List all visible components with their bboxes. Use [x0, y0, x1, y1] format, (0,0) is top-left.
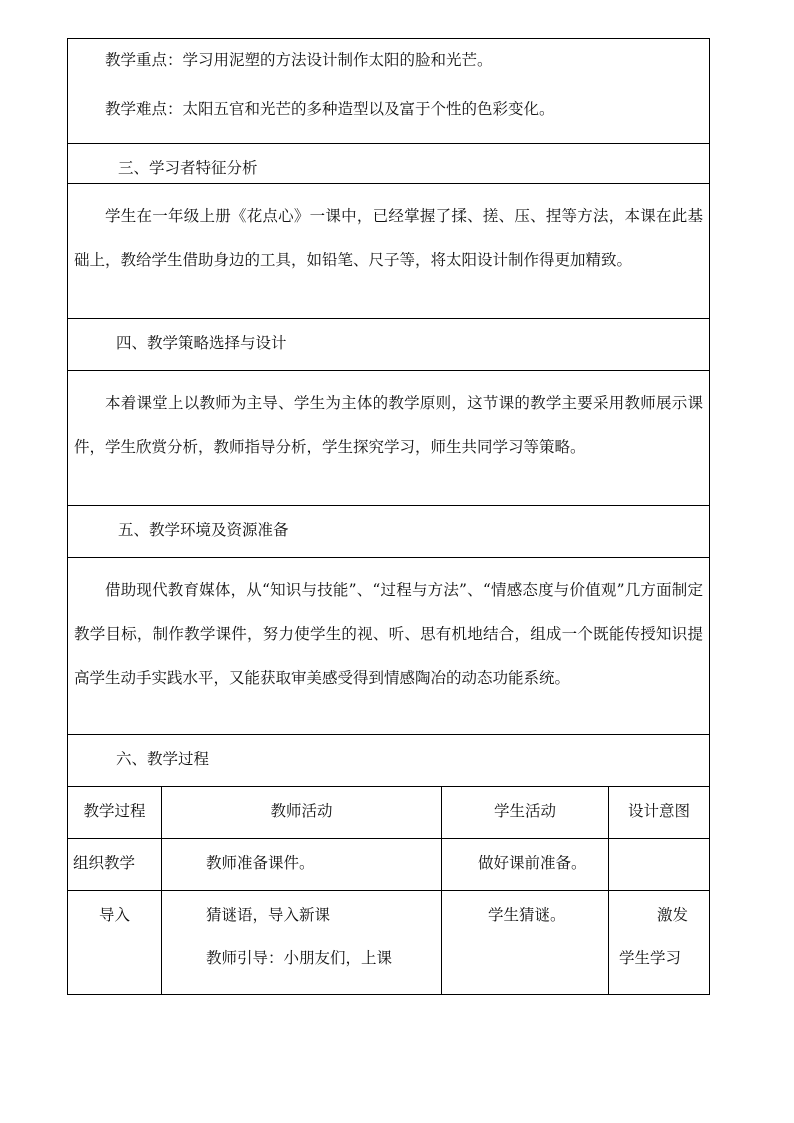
section-title-row [68, 319, 710, 371]
section-body-resources: 借助现代教育媒体，从“知识与技能”、“过程与方法”、“情感态度与价值观”几方面制定教学目标，制作教学课件，努力使学生的视、听、思有机地结合，组成一个既能传授知识提高学生动手实践水平，又能获取审美感受得到情感陶冶的动态功能系统。 [74, 581, 704, 687]
section-body-row [68, 371, 710, 506]
student-activity-cell: 做好课前准备。 [478, 854, 587, 872]
section-body-strategy: 本着课堂上以教师为主导、学生为主体的教学原则，这节课的教学主要采用教师展示课件，学生欣赏分析，教师指导分析，学生探究学习，师生共同学习等策略。 [74, 394, 704, 456]
lesson-plan-sheet [67, 38, 709, 995]
intent-line: 学生学习 [619, 949, 682, 967]
section-title-row [68, 144, 710, 184]
process-row [68, 891, 710, 995]
teacher-activity-line: 教师准备课件。 [206, 854, 315, 872]
key-point-text: 教学重点：学习用泥塑的方法设计制作太阳的脸和光芒。 [105, 51, 493, 69]
section-title-row [68, 735, 710, 787]
section-body-row [68, 184, 710, 319]
teacher-activity-line: 教师引导：小朋友们，上课 [206, 949, 393, 967]
header-student: 学生活动 [493, 802, 556, 820]
teacher-activity-line: 猜谜语，导入新课 [206, 906, 331, 924]
section-body-row [68, 558, 710, 735]
section-title-row [68, 506, 710, 558]
section-title-resources: 五、教学环境及资源准备 [118, 521, 289, 539]
stage-cell: 组织教学 [73, 854, 136, 872]
difficulty-text: 教学难点：太阳五官和光芒的多种造型以及富于个性的色彩变化。 [105, 100, 555, 118]
header-intent: 设计意图 [628, 802, 691, 820]
section-title-strategy: 四、教学策略选择与设计 [116, 334, 287, 352]
process-header-row [68, 787, 710, 839]
stage-cell: 导入 [98, 906, 130, 924]
intent-line: 激发 [657, 906, 689, 924]
section-body-learner: 学生在一年级上册《花点心》一课中，已经掌握了揉、搓、压、捏等方法，本课在此基础上，教给学生借助身边的工具，如铅笔、尺子等，将太阳设计制作得更加精致。 [74, 207, 704, 269]
student-activity-cell: 学生猜谜。 [488, 906, 566, 924]
goals-row [68, 39, 710, 144]
header-stage: 教学过程 [83, 802, 146, 820]
lesson-plan-table [67, 38, 710, 995]
section-title-process: 六、教学过程 [116, 750, 210, 768]
header-teacher: 教师活动 [270, 802, 333, 820]
process-row [68, 839, 710, 891]
section-title-learner: 三、学习者特征分析 [118, 159, 258, 177]
